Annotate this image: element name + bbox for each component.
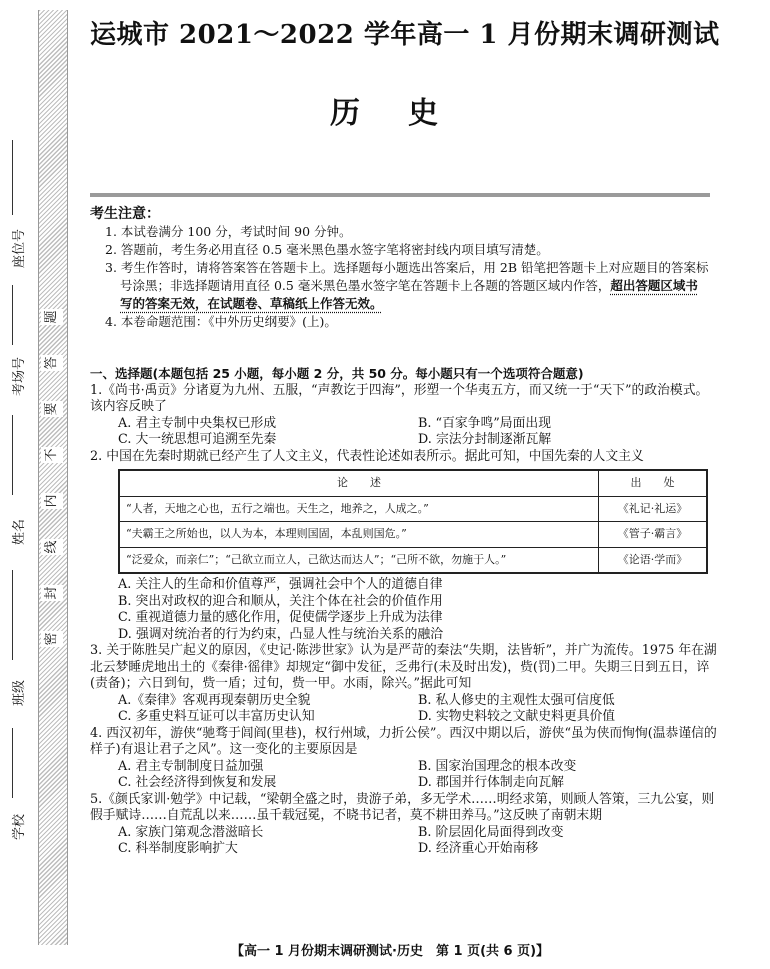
seal-word: 不 xyxy=(41,447,63,463)
table-row xyxy=(119,522,707,548)
option-b: B. 私人修史的主观性太强可信度低 xyxy=(418,692,615,708)
table-cell: 《论语·学而》 xyxy=(599,547,708,573)
option-b: B. 阶层固化局面得到改变 xyxy=(418,824,564,840)
notice-item xyxy=(90,259,710,313)
seal-line-strip xyxy=(38,10,68,945)
question-stem: 5.《颜氏家训·勉学》中记载，“梁朝全盛之时，贵游子弟，多无学术……明经求第，则顾人答策，三九公宴，则假手赋诗……自荒乱以来……虽千载冠冕，不晓书记者，莫不耕田养马。”这反映了南朝末期 xyxy=(90,791,715,823)
seal-word: 内 xyxy=(41,493,63,509)
option-c: C. 多重史料互证可以丰富历史认知 xyxy=(118,709,315,724)
table-row xyxy=(119,547,707,573)
seat-number-line xyxy=(12,140,13,215)
exam-room-label: 考场号 xyxy=(12,356,27,396)
question-stem: 1.《尚书·禹贡》分诸夏为九州、五服，“声教讫于四海”，形塑一个华夷五方，而又统一于“天下”的政治模式。该内容反映了 xyxy=(90,382,709,414)
option-d: D. 经济重心开始南移 xyxy=(418,841,539,856)
question-4 xyxy=(90,726,718,792)
exam-room-line xyxy=(12,285,13,345)
notice-item: 1. 本试卷满分 100 分，考试时间 90 分钟。 xyxy=(105,224,352,239)
option-c: C. 社会经济得到恢复和发展 xyxy=(118,775,277,790)
table-cell: “泛爱众，而亲仁”；“己欲立而立人，己欲达而达人”；“己所不欲，勿施于人。” xyxy=(119,547,599,573)
class-label: 班级 xyxy=(12,679,27,706)
seal-word: 要 xyxy=(41,401,63,417)
option-b: B. 突出对政权的迎合和顺从，关注个体在社会的价值作用 xyxy=(118,593,443,609)
name-label: 姓名 xyxy=(12,518,27,545)
school-label: 学校 xyxy=(12,813,27,840)
option-d: D. 强调对统治者的行为约束，凸显人性与统治关系的融洽 xyxy=(118,626,444,642)
header-divider xyxy=(90,193,710,197)
school-line xyxy=(12,728,13,798)
subject-title: 历史 xyxy=(330,96,486,131)
exam-title: 运城市 2021～2022 学年高一 1 月份期末调研测试 xyxy=(90,20,720,50)
seal-word: 封 xyxy=(41,585,63,601)
question-5 xyxy=(90,792,718,858)
option-a: A. 关注人的生命和价值尊严，强调社会中个人的道德自律 xyxy=(118,577,443,592)
name-line xyxy=(12,415,13,495)
table-cell: “人者，天地之心也，五行之端也。天生之，地养之，人成之。” xyxy=(119,496,599,522)
option-c: C. 科举制度影响扩大 xyxy=(118,841,238,856)
question-stem: 4. 西汉初年，游侠“驰骛于闾阎(里巷)，权行州域，力折公侯”。西汉中期以后，游侠“虽为侠而恂恂(温恭谨信的样子)有退让君子之风”。这一变化的主要原因是 xyxy=(90,725,717,757)
quote-table xyxy=(118,469,708,574)
table-cell: “夫霸王之所始也，以人为本，本理则国固，本乱则国危。” xyxy=(119,522,599,548)
question-2 xyxy=(90,449,718,644)
question-stem: 2. 中国在先秦时期就已经产生了人文主义，代表性论述如表所示。据此可知，中国先秦的人文主义 xyxy=(90,448,644,464)
table-cell: 《礼记·礼运》 xyxy=(599,496,708,522)
seal-word: 密 xyxy=(41,631,63,647)
option-c: C. 大一统思想可追溯至先秦 xyxy=(118,432,277,447)
option-b: B. 国家治国理念的根本改变 xyxy=(418,758,577,774)
exam-notice xyxy=(90,205,710,331)
option-a: A. 家族门第观念潜滋暗长 xyxy=(118,824,264,840)
question-stem: 3. 关于陈胜吴广起义的原因，《史记·陈涉世家》认为是严苛的秦法“失期，法皆斩”，并广为流传。1975 年在湖北云梦睡虎地出土的《秦律·徭律》却规定“御中发征，乏弗行(未及时出发)，赀(罚)二甲。失期三日到五日，谇(责备)；六日到旬，赀一盾；过旬，赀一甲。水雨，除兴。”据此可知 xyxy=(90,643,717,691)
table-row xyxy=(119,496,707,522)
page-footer: 【高一 1 月份期末调研测试·历史 第 1 页(共 6 页)】 xyxy=(230,944,550,959)
table-header: 论 述 xyxy=(119,470,599,496)
option-c: C. 重视道德力量的感化作用，促使儒学逐步上升成为法律 xyxy=(118,610,443,625)
option-a: A. 君主专制中央集权已形成 xyxy=(118,415,277,431)
notice-item: 2. 答题前，考生务必用直径 0.5 毫米黑色墨水签字笔将密封线内项目填写清楚。 xyxy=(105,242,549,257)
option-a: A.《秦律》客观再现秦朝历史全貌 xyxy=(118,692,311,708)
questions-area xyxy=(90,366,718,858)
notice-item: 4. 本卷命题范围：《中外历史纲要》(上)。 xyxy=(105,314,337,329)
table-cell: 《管子·霸言》 xyxy=(599,522,708,548)
question-1 xyxy=(90,383,718,449)
option-d: D. 宗法分封制逐渐瓦解 xyxy=(418,432,552,447)
section-heading: 一、选择题(本题包括 25 小题，每小题 2 分，共 50 分。每小题只有一个选项符合题意) xyxy=(90,366,584,381)
table-header: 出 处 xyxy=(599,470,708,496)
class-line xyxy=(12,570,13,660)
option-b: B. “百家争鸣”局面出现 xyxy=(418,415,551,431)
binding-margin xyxy=(0,0,78,969)
seal-word: 线 xyxy=(41,539,63,555)
notice-emphasis: 超出答题区域书写的答案无效，在试题卷、草稿纸上作答无效。 xyxy=(120,278,698,311)
notice-title: 考生注意： xyxy=(90,206,160,222)
option-d: D. 实物史料较之文献史料更具价值 xyxy=(418,709,616,724)
notice-item-text: 3. 考生作答时，请将答案答在答题卡上。选择题每小题选出答案后，用 2B 铅笔把答题卡上对应题目的答案标号涂黑；非选择题请用直径 0.5 毫米黑色墨水签字笔在答题卡上各题的答题区域内作答， xyxy=(105,260,709,293)
seal-word: 答 xyxy=(41,355,63,371)
seal-word: 题 xyxy=(41,309,63,325)
option-d: D. 郡国并行体制走向瓦解 xyxy=(418,775,564,790)
option-a: A. 君主专制制度日益加强 xyxy=(118,758,264,774)
question-3 xyxy=(90,643,718,726)
seat-number-label: 座位号 xyxy=(12,228,27,268)
